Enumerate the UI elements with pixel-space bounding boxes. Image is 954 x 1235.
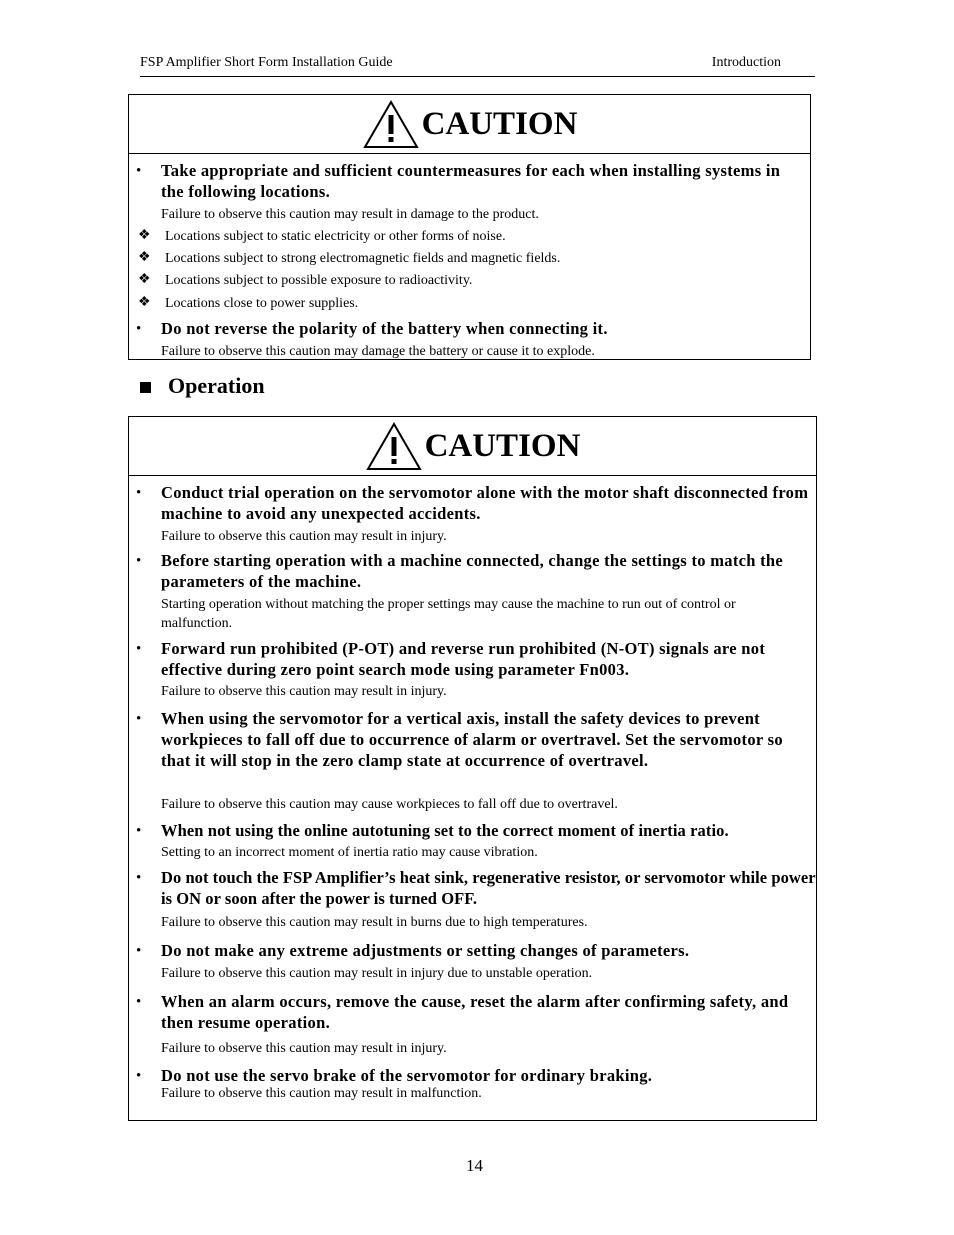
warning-triangle-icon xyxy=(362,99,420,149)
caution-item-text: Take appropriate and sufficient countermeasures for each when installing systems in the following locations. xyxy=(161,161,781,201)
bullet: • xyxy=(136,163,142,179)
caution-item-note: Setting to an incorrect moment of inertia ratio may cause vibration. xyxy=(161,845,538,860)
bullet: • xyxy=(136,321,142,337)
caution-item-text: When an alarm occurs, remove the cause, reset the alarm after confirming safety, and then resume operation. xyxy=(161,992,789,1032)
caution-header xyxy=(129,95,810,154)
caution-item-note: Failure to observe this caution may cause workpieces to fall off due to overtravel. xyxy=(161,797,618,812)
caution-item-text: When not using the online autotuning set to the correct moment of inertia ratio. xyxy=(161,821,729,840)
square-bullet-icon xyxy=(140,382,151,393)
location-item: Locations subject to static electricity or other forms of noise. xyxy=(165,229,506,244)
page-number: 14 xyxy=(466,1156,483,1175)
caution-item-note: Failure to observe this caution may result in burns due to high temperatures. xyxy=(161,915,588,930)
caution-box-installation xyxy=(128,94,811,360)
caution-item-note: Failure to observe this caution may result in injury. xyxy=(161,1041,447,1056)
caution-title: CAUTION xyxy=(421,105,578,142)
location-item: Locations subject to strong electromagnetic fields and magnetic fields. xyxy=(165,251,561,266)
warning-triangle-icon xyxy=(365,421,423,471)
caution-item-note: Failure to observe this caution may damage the battery or cause it to explode. xyxy=(161,344,595,359)
location-item: Locations subject to possible exposure to radioactivity. xyxy=(165,273,473,288)
caution-item-text: Do not use the servo brake of the servomotor for ordinary braking. xyxy=(161,1066,653,1085)
caution-box-operation xyxy=(128,416,817,1121)
caution-item-text: Do not touch the FSP Amplifier’s heat sink, regenerative resistor, or servomotor while power is ON or soon after the power is turned OFF. xyxy=(161,868,816,908)
caution-header xyxy=(129,417,816,476)
caution-item-note: Failure to observe this caution may result in injury due to unstable operation. xyxy=(161,966,593,981)
bullet: • xyxy=(136,994,142,1010)
location-item: Locations close to power supplies. xyxy=(165,296,359,311)
bullet: • xyxy=(136,553,142,569)
diamond-bullet-icon: ❖ xyxy=(138,228,151,243)
caution-item-note: Failure to observe this caution may result in malfunction. xyxy=(161,1086,482,1101)
bullet: • xyxy=(136,711,142,727)
bullet: • xyxy=(136,641,142,657)
bullet: • xyxy=(136,943,142,959)
caution-item-note: Failure to observe this caution may result in injury. xyxy=(161,529,447,544)
caution-item-text: When using the servomotor for a vertical axis, install the safety devices to prevent workpieces to fall off due to occurrence of alarm or overtravel. Set the servomotor so that it will stop in the zero clamp state at occurrence of overtravel. xyxy=(161,709,783,770)
diamond-bullet-icon: ❖ xyxy=(138,272,151,287)
bullet: • xyxy=(136,1068,142,1084)
caution-item-text: Do not reverse the polarity of the battery when connecting it. xyxy=(161,319,608,338)
caution-title: CAUTION xyxy=(424,427,581,464)
caution-item-text: Do not make any extreme adjustments or setting changes of parameters. xyxy=(161,941,690,960)
section-title: Operation xyxy=(168,373,265,398)
caution-item-note: Failure to observe this caution may result in injury. xyxy=(161,684,447,699)
caution-item-text: Conduct trial operation on the servomotor alone with the motor shaft disconnected from machine to avoid any unexpected accidents. xyxy=(161,483,809,523)
diamond-bullet-icon: ❖ xyxy=(138,295,151,310)
document-title: FSP Amplifier Short Form Installation Guide xyxy=(140,55,393,70)
caution-item-note: Failure to observe this caution may result in damage to the product. xyxy=(161,207,539,222)
page-header xyxy=(140,54,815,77)
chapter-title: Introduction xyxy=(711,55,781,70)
bullet: • xyxy=(136,870,142,886)
diamond-bullet-icon: ❖ xyxy=(138,250,151,265)
caution-item-text: Before starting operation with a machine connected, change the settings to match the parameters of the machine. xyxy=(161,551,784,591)
bullet: • xyxy=(136,823,142,839)
caution-item-text: Forward run prohibited (P-OT) and reverse run prohibited (N-OT) signals are not effective during zero point search mode using parameter Fn003. xyxy=(161,639,766,679)
caution-item-note: Starting operation without matching the proper settings may cause the machine to run out of control or malfunction. xyxy=(161,597,736,631)
section-heading xyxy=(140,373,265,399)
bullet: • xyxy=(136,485,142,501)
